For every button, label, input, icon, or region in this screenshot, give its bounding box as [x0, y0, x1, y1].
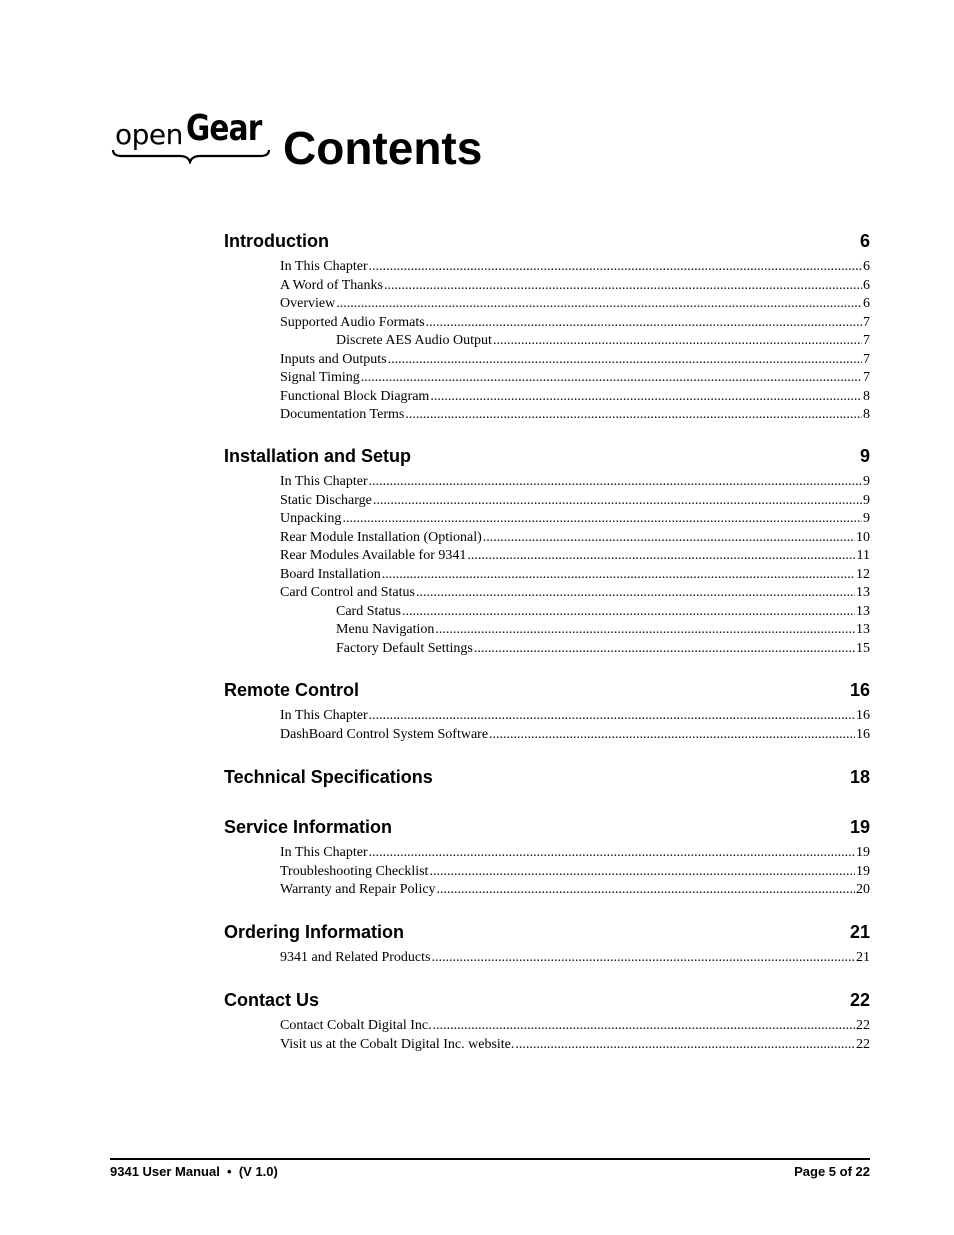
chapter-title: Remote Control [224, 680, 359, 700]
toc-entry-label: 9341 and Related Products [280, 950, 431, 965]
toc-chapter-heading[interactable] [224, 679, 870, 701]
toc-entry-list [224, 707, 870, 744]
toc-chapter [224, 679, 870, 744]
chapter-page: 22 [849, 990, 870, 1010]
dot-leader [342, 510, 862, 529]
toc-entry-page: 8 [863, 388, 870, 404]
logo-brace-icon [110, 148, 275, 164]
toc-entry-page: 22 [856, 1036, 870, 1052]
dot-leader [483, 529, 855, 548]
dot-leader [369, 258, 862, 277]
toc-entry-label: Card Control and Status [280, 585, 415, 600]
toc-entry[interactable] [224, 949, 870, 968]
toc-entry[interactable] [224, 406, 870, 425]
toc-entry-page: 7 [863, 370, 870, 385]
chapter-page: 6 [859, 231, 870, 251]
footer-page-number: Page 5 of 22 [794, 1164, 870, 1179]
toc-entry-label: Supported Audio Formats [280, 314, 425, 330]
toc-entry-label: In This Chapter [280, 259, 368, 274]
toc-entry-label: Board Installation [280, 566, 381, 582]
toc-entry[interactable] [224, 640, 870, 659]
toc-entry[interactable] [224, 529, 870, 548]
toc-entry[interactable] [224, 726, 870, 745]
toc-entry[interactable] [224, 584, 870, 603]
toc-entry-label: Discrete AES Audio Output [336, 333, 492, 348]
toc-entry-page: 6 [863, 277, 870, 293]
dot-leader [474, 640, 855, 659]
dot-leader [405, 406, 862, 425]
toc-entry-label: Visit us at the Cobalt Digital Inc. website. [280, 1036, 515, 1052]
toc-entry-label: Rear Module Installation (Optional) [280, 529, 482, 545]
dot-leader [336, 295, 862, 314]
chapter-page: 19 [849, 817, 870, 837]
dot-leader [433, 1017, 855, 1036]
toc-entry-label: Menu Navigation [336, 622, 435, 637]
dot-leader [382, 566, 855, 585]
dot-leader [515, 1036, 855, 1055]
page-title: Contents [283, 122, 483, 174]
dot-leader [369, 844, 855, 863]
toc-entry-page: 15 [856, 640, 870, 656]
toc-entry[interactable] [224, 473, 870, 492]
dot-leader [467, 547, 855, 566]
toc-chapter [224, 230, 870, 425]
toc-entry[interactable] [224, 510, 870, 529]
toc-entry-page: 7 [863, 351, 870, 367]
toc-entry-list [224, 258, 870, 425]
toc-entry-label: In This Chapter [280, 474, 368, 489]
toc-chapter-heading[interactable] [224, 445, 870, 467]
toc-entry-label: Contact Cobalt Digital Inc. [280, 1018, 432, 1033]
toc-entry-page: 12 [856, 566, 870, 582]
page-header [110, 108, 870, 182]
toc-chapter [224, 816, 870, 900]
dot-leader [416, 584, 855, 603]
toc-entry-label: A Word of Thanks [280, 277, 383, 293]
toc-entry-page: 8 [863, 407, 870, 422]
toc-entry[interactable] [224, 277, 870, 296]
toc-entry-list [224, 844, 870, 900]
toc-entry-label: In This Chapter [280, 708, 368, 723]
toc-entry-label: Documentation Terms [280, 407, 405, 422]
toc-entry-label: Static Discharge [280, 492, 372, 508]
chapter-title: Service Information [224, 817, 393, 837]
toc-entry-page: 7 [863, 314, 870, 330]
toc-entry-page: 9 [863, 474, 870, 489]
toc-entry[interactable] [224, 1036, 870, 1055]
toc-entry[interactable] [224, 844, 870, 863]
toc-entry[interactable] [224, 258, 870, 277]
chapter-page: 9 [859, 446, 870, 466]
logo-open-text: open [115, 118, 183, 151]
dot-leader [373, 492, 862, 511]
toc-entry-page: 21 [856, 950, 870, 965]
toc-entry-page: 19 [856, 845, 870, 860]
toc-entry[interactable] [224, 1017, 870, 1036]
toc-entry-label: Inputs and Outputs [280, 351, 387, 367]
toc-entry-label: Unpacking [280, 511, 342, 526]
chapter-title: Introduction [224, 231, 329, 251]
toc-entry[interactable] [224, 881, 870, 900]
toc-chapter-heading[interactable] [224, 766, 870, 788]
chapter-page: 21 [849, 922, 870, 942]
toc-entry-label: Overview [280, 296, 336, 311]
dot-leader [437, 881, 855, 900]
toc-entry-page: 9 [863, 511, 870, 526]
dot-leader [493, 332, 862, 351]
chapter-page: 18 [849, 767, 870, 787]
toc-entry-page: 19 [856, 863, 870, 879]
chapter-page: 16 [849, 680, 870, 700]
toc-chapter-heading[interactable] [224, 816, 870, 838]
toc-entry-page: 7 [863, 333, 870, 348]
toc-entry-label: In This Chapter [280, 845, 368, 860]
toc-entry[interactable] [224, 707, 870, 726]
toc-entry-label: DashBoard Control System Software [280, 726, 489, 742]
toc-entry-page: 13 [856, 603, 870, 619]
toc-entry[interactable] [224, 369, 870, 388]
toc-entry[interactable] [224, 492, 870, 511]
toc-chapter-heading[interactable] [224, 989, 870, 1011]
toc-entry-page: 22 [856, 1018, 870, 1033]
toc-entry-list [224, 1017, 870, 1054]
toc-entry-page: 20 [856, 882, 870, 897]
chapter-title: Contact Us [224, 990, 320, 1010]
toc-entry-page: 9 [863, 492, 870, 508]
toc-chapter [224, 921, 870, 968]
dot-leader [430, 388, 862, 407]
toc-entry[interactable] [224, 621, 870, 640]
dot-leader [429, 863, 855, 882]
toc-entry-page: 16 [856, 726, 870, 742]
toc-entry[interactable] [224, 388, 870, 407]
toc-entry[interactable] [224, 603, 870, 622]
logo-gear-text: Gear [186, 108, 262, 149]
toc-entry[interactable] [224, 295, 870, 314]
dot-leader [431, 949, 855, 968]
dot-leader [426, 314, 862, 333]
chapter-title: Installation and Setup [224, 446, 412, 466]
toc-entry-page: 13 [856, 585, 870, 600]
dot-leader [489, 726, 855, 745]
dot-leader [369, 473, 862, 492]
toc-entry-page: 16 [856, 708, 870, 723]
toc-chapter [224, 445, 870, 658]
toc-entry-label: Rear Modules Available for 9341 [280, 548, 467, 563]
toc-entry-label: Factory Default Settings [336, 640, 473, 656]
toc-entry[interactable] [224, 566, 870, 585]
toc-chapter [224, 989, 870, 1054]
toc-entry[interactable] [224, 863, 870, 882]
page-footer [110, 1158, 870, 1179]
footer-manual-version: 9341 User Manual • (V 1.0) [110, 1164, 278, 1179]
dot-leader [361, 369, 862, 388]
toc-entry-list [224, 473, 870, 658]
dot-leader [369, 707, 855, 726]
toc-entry-page: 10 [856, 529, 870, 545]
chapter-title: Technical Specifications [224, 767, 433, 787]
toc-entry-list [224, 949, 870, 968]
toc-chapter-heading[interactable] [224, 230, 870, 252]
toc-entry-label: Card Status [336, 603, 401, 619]
opengear-logo [110, 108, 275, 170]
toc-entry-page: 6 [863, 259, 870, 274]
toc-chapter-heading[interactable] [224, 921, 870, 943]
dot-leader [384, 277, 862, 296]
toc-entry-page: 13 [856, 622, 870, 637]
toc-entry-label: Signal Timing [280, 370, 360, 385]
toc-entry-label: Functional Block Diagram [280, 388, 430, 404]
toc-entry-label: Warranty and Repair Policy [280, 882, 436, 897]
toc-entry-label: Troubleshooting Checklist [280, 863, 429, 879]
dot-leader [402, 603, 855, 622]
toc-entry-page: 11 [856, 548, 870, 563]
toc-entry[interactable] [224, 547, 870, 566]
toc-chapter [224, 766, 870, 788]
toc-entry[interactable] [224, 314, 870, 333]
toc-entry-page: 6 [863, 296, 870, 311]
dot-leader [435, 621, 855, 640]
toc-entry[interactable] [224, 332, 870, 351]
dot-leader [388, 351, 862, 370]
toc-entry[interactable] [224, 351, 870, 370]
chapter-title: Ordering Information [224, 922, 404, 942]
